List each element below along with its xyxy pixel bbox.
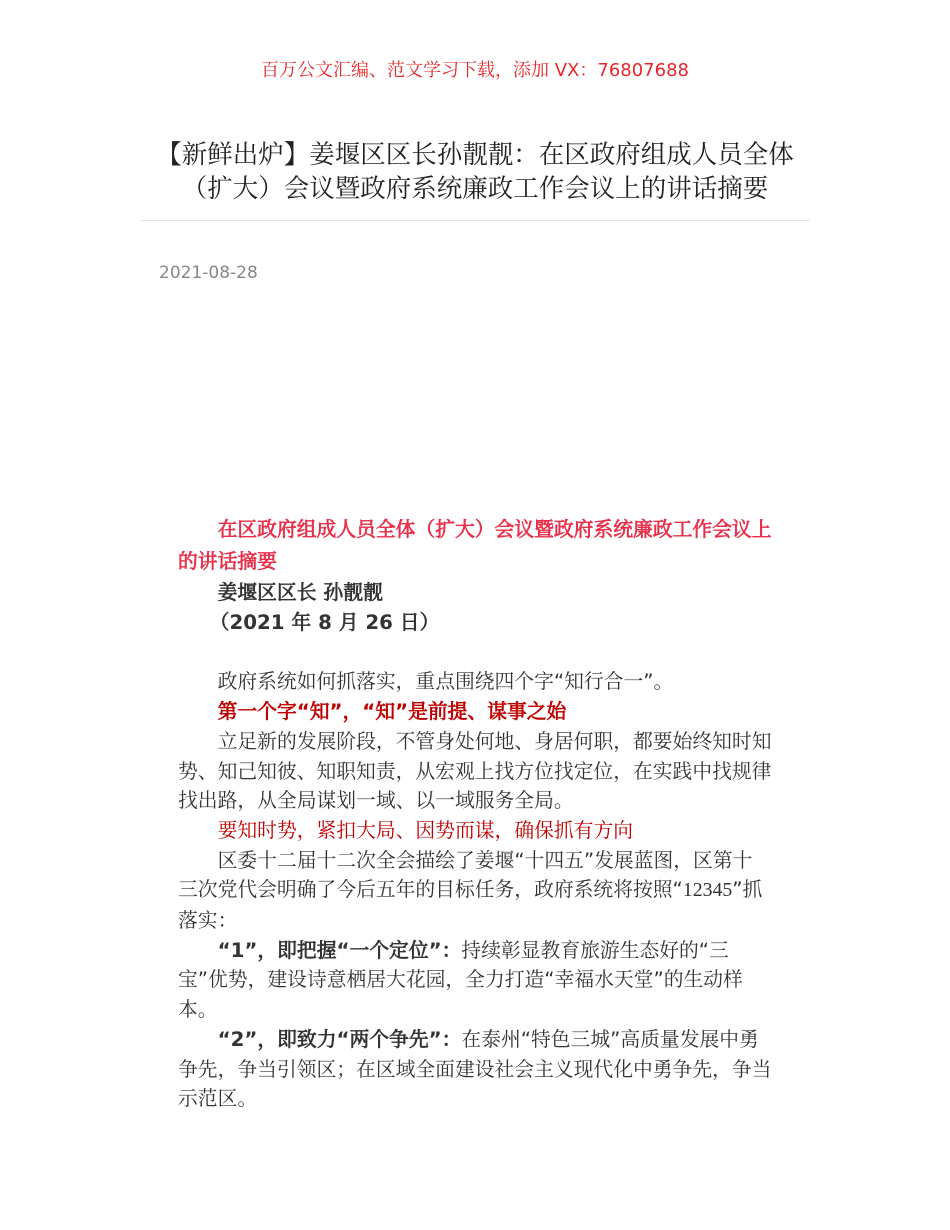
author-line: 姜堰区区长 孙靓靓 xyxy=(217,581,383,604)
point-text: 持续彰显教育旅游生态好的“三宝”优势，建设诗意栖居大花园，全力打造“幸福水天堂”的生动样本。 xyxy=(178,938,743,1022)
page-title: 【新鲜出炉】姜堰区区长孙靓靓：在区政府组成人员全体（扩大）会议暨政府系统廉政工作会议上的讲话摘要 xyxy=(156,140,794,204)
publish-date: 2021-08-28 xyxy=(159,263,258,283)
divider xyxy=(140,220,810,221)
article-body xyxy=(178,514,772,1114)
paragraph xyxy=(178,1025,772,1114)
subsection-heading: 要知时势，紧扣大局、因势而谋，确保抓有方向 xyxy=(217,818,634,842)
paragraph-text: ”抓落实： xyxy=(178,878,763,933)
point-label: “2”，即致力“两个争先”： xyxy=(217,1027,462,1051)
paragraph: 政府系统如何抓落实，重点围绕四个字“知行合一”。 xyxy=(217,670,674,694)
paragraph xyxy=(178,846,772,936)
paragraph-number: 12345 xyxy=(682,879,733,902)
watermark-banner: 百万公文汇编、范文学习下载，添加 VX：76807688 xyxy=(261,60,689,81)
point-label: “1”，即把握“一个定位”： xyxy=(217,938,462,962)
paragraph-text: 区委十二届十二次全会描绘了姜堰“十四五”发展蓝图，区第十三次党代会明确了今后五年的目标任务，政府系统将按照“ xyxy=(178,848,753,902)
point-text: 在泰州“特色三城”高质量发展中勇争先，争当引领区；在区域全面建设社会主义现代化中勇争先，争当示范区。 xyxy=(178,1027,772,1111)
paragraph: 立足新的发展阶段，不管身处何地、身居何职，都要始终知时知势、知己知彼、知职知责，从宏观上找方位找定位，在实践中找规律找出路，从全局谋划一域、以一域服务全局。 xyxy=(178,729,772,813)
section-heading: 第一个字“知”，“知”是前提、谋事之始 xyxy=(217,700,567,724)
article-heading: 在区政府组成人员全体（扩大）会议暨政府系统廉政工作会议上的讲话摘要 xyxy=(178,518,772,573)
speech-date: （2021 年 8 月 26 日） xyxy=(209,610,440,634)
paragraph xyxy=(178,936,772,1025)
